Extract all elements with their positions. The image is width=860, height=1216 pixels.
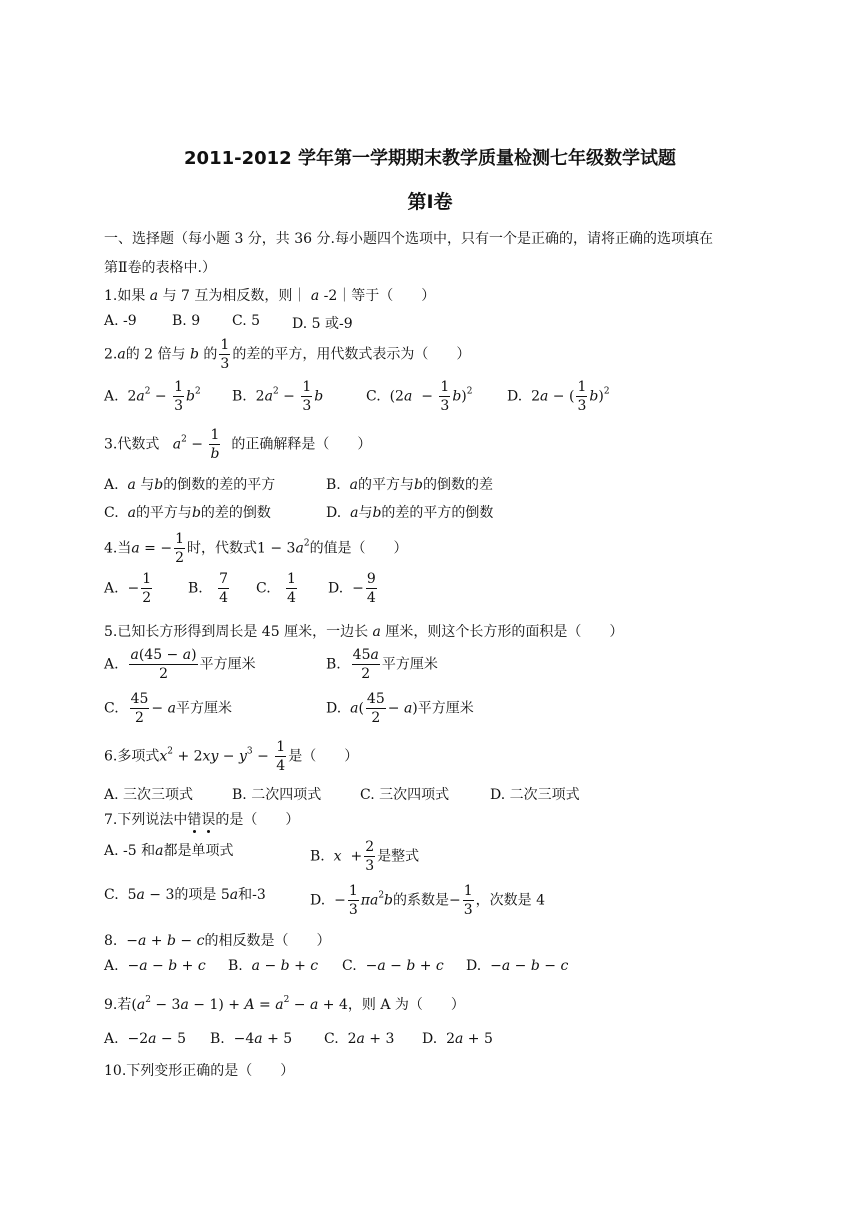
q8-option-c: C. −a − b + c <box>342 958 444 974</box>
q6-option-b: B. 二次四项式 <box>232 787 322 803</box>
q9-option-a: A. −2a − 5 <box>104 1031 187 1047</box>
question-9: 9.若$(a^2 - 3a - 1) + A = a^2 - a + 4$，则 A 为（ ） <box>104 995 465 1013</box>
q3-option-b: B. a的平方与b的倒数的差 <box>326 477 493 493</box>
q4-option-b: B. $\frac{7}{4}$ <box>188 571 229 606</box>
section-instructions-1: 一、选择题（每小题 3 分，共 36 分.每小题四个选项中，只有一个是正确的，请将正确的选项填在 <box>104 231 713 247</box>
q8-option-d: D. −a − b − c <box>466 958 569 974</box>
q5-option-b: B. $\frac{45a}{2}$ 平方厘米 <box>326 647 438 682</box>
q2-option-c: C. (2a − $\frac{1}{3}$ b)$^2$ <box>366 379 473 414</box>
q3-option-a: A. a 与b的倒数的差的平方 <box>104 477 276 493</box>
exam-title: 2011-2012 学年第一学期期末教学质量检测七年级数学试题 <box>184 148 676 169</box>
volume-title: 第Ⅰ卷 <box>407 191 453 213</box>
q3-option-d: D. a与b的差的平方的倒数 <box>326 505 494 521</box>
q7-option-d: D. − $\frac{1}{3}$ $\pi a^2b$的系数是− $\frac{1}{3}$ ，次数是 4 <box>310 883 546 918</box>
q2-option-d: D. 2a − ( $\frac{1}{3}$ b)$^2$ <box>507 379 610 414</box>
question-3: 3.代数式 $a^2$ − $\frac{1}{b}$ 的正确解释是（ ） <box>104 427 372 462</box>
q1-option-b: B. 9 <box>172 313 201 329</box>
question-10: 10.下列变形正确的是（ ） <box>104 1063 295 1079</box>
question-8: 8. −a + b − c的相反数是（ ） <box>104 933 331 949</box>
q4-option-a: A. − $\frac{1}{2}$ <box>104 571 152 606</box>
q6-option-d: D. 二次三项式 <box>490 787 580 803</box>
q5-option-c: C. $\frac{45}{2}$ − a平方厘米 <box>104 691 232 726</box>
question-5: 5.已知长方形得到周长是 45 厘米，一边长 a 厘米，则这个长方形的面积是（ ） <box>104 624 624 640</box>
question-7: 7.下列说法中错误的是（ ） <box>104 812 300 828</box>
q8-option-a: A. −a − b + c <box>104 958 206 974</box>
q7-option-a: A. -5 和a都是单项式 <box>104 843 234 859</box>
q9-option-c: C. 2a + 3 <box>324 1031 395 1047</box>
q1-option-a: A. -9 <box>104 313 137 329</box>
q2-option-b: B. $2a^2$ − $\frac{1}{3}$ b <box>232 379 324 414</box>
question-4: 4.当a = − $\frac{1}{2}$ 时，代数式$1 - 3a^2$的值是（ ） <box>104 531 408 566</box>
question-6: 6.多项式$x^2 + 2xy - y^3$ − $\frac{1}{4}$ 是（ ） <box>104 739 359 774</box>
q3-option-c: C. a的平方与b的差的倒数 <box>104 505 271 521</box>
q8-option-b: B. a − b + c <box>228 958 319 974</box>
q1-option-d: D. 5 或-9 <box>292 316 353 332</box>
q9-option-d: D. 2a + 5 <box>422 1031 493 1047</box>
q7-option-c: C. 5a − 3的项是 5a和-3 <box>104 887 266 903</box>
q5-option-a: A. $\frac{a(45 - a)}{2}$ 平方厘米 <box>104 647 256 682</box>
q5-option-d: D. a( $\frac{45}{2}$ − a)平方厘米 <box>326 691 474 726</box>
q7-option-b: B. x + $\frac{2}{3}$ 是整式 <box>310 839 420 874</box>
q4-option-c: C. $\frac{1}{4}$ <box>256 571 296 606</box>
q6-option-c: C. 三次四项式 <box>360 787 450 803</box>
section-instructions-2: 第Ⅱ卷的表格中.） <box>104 260 216 276</box>
q2-option-a: A. $2a^2$ − $\frac{1}{3}$ $b^2$ <box>104 379 201 414</box>
q1-option-c: C. 5 <box>232 313 261 329</box>
q9-option-b: B. −4a + 5 <box>210 1031 293 1047</box>
question-1: 1.如果 a 与 7 互为相反数，则｜ a -2｜等于（ ） <box>104 288 436 304</box>
q6-option-a: A. 三次三项式 <box>104 787 194 803</box>
question-2: 2.a的 2 倍与 b 的 $\frac{1}{3}$ 的差的平方，用代数式表示为（ ） <box>104 337 471 372</box>
q4-option-d: D. − $\frac{9}{4}$ <box>328 571 376 606</box>
